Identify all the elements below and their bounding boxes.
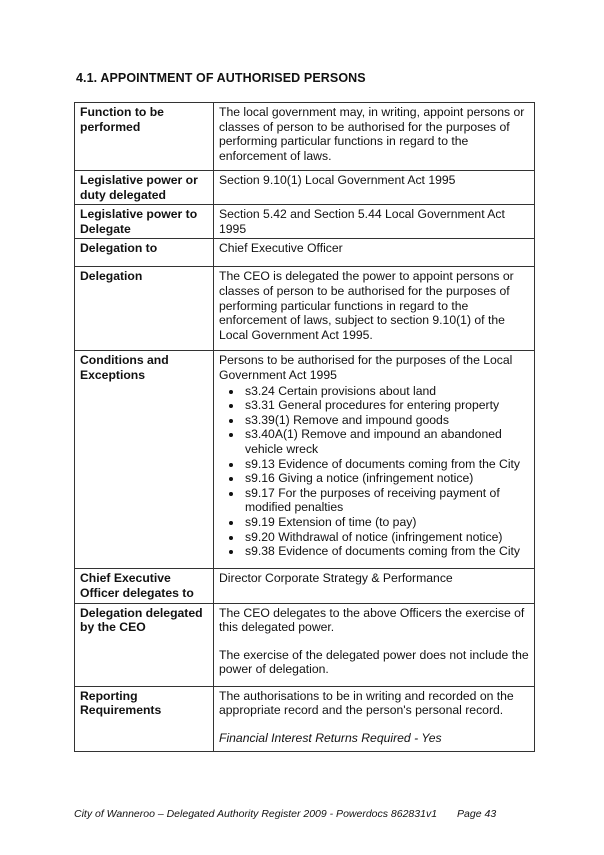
row-value: [214, 686, 535, 751]
list-item: • s3.39(1) Remove and impound goods: [243, 413, 529, 428]
list-item: • s9.17 For the purposes of receiving payment of modified penalties: [243, 486, 529, 515]
row-label: Conditions and Exceptions: [75, 351, 214, 569]
row-value: Section 5.42 and Section 5.44 Local Government Act 1995: [214, 205, 535, 239]
table-row: [75, 569, 535, 603]
table-row: [75, 239, 535, 267]
row-label: Delegation delegated by the CEO: [75, 603, 214, 686]
list-item: • s3.40A(1) Remove and impound an abandoned vehicle wreck: [243, 427, 529, 456]
row-value: Director Corporate Strategy & Performance: [214, 569, 535, 603]
table-row: [75, 205, 535, 239]
row-value: [214, 603, 535, 686]
row-value: [214, 351, 535, 569]
table-row: [75, 686, 535, 751]
row-label: Chief Executive Officer delegates to: [75, 569, 214, 603]
row-value: Section 9.10(1) Local Government Act 1995: [214, 171, 535, 205]
section-heading: 4.1. APPOINTMENT OF AUTHORISED PERSONS: [76, 71, 366, 85]
list-item: • s9.20 Withdrawal of notice (infringement notice): [243, 530, 529, 545]
list-item: • s9.38 Evidence of documents coming from the City: [243, 544, 529, 559]
conditions-list: [219, 384, 529, 559]
table-row: [75, 103, 535, 171]
financial-interest-note: Financial Interest Returns Required - Yes: [219, 730, 442, 745]
row-label: Delegation: [75, 267, 214, 351]
table-row: [75, 267, 535, 351]
conditions-intro: Persons to be authorised for the purposes of the Local Government Act 1995: [219, 353, 513, 382]
delegated-paragraph-1: The CEO delegates to the above Officers the exercise of this delegated power.: [219, 605, 525, 635]
delegation-table: [74, 102, 535, 752]
row-label: Function to be performed: [75, 103, 214, 171]
reporting-paragraph: The authorisations to be in writing and recorded on the appropriate record and the person's personal record.: [219, 688, 514, 718]
footer-text: City of Wanneroo – Delegated Authority Register 2009 - Powerdocs 862831v1: [74, 808, 438, 820]
list-item: • s9.19 Extension of time (to pay): [243, 515, 529, 530]
table-row: [75, 171, 535, 205]
row-value: Chief Executive Officer: [214, 239, 535, 267]
row-value: The CEO is delegated the power to appoint persons or classes of person to be authorised for the purposes of performing particular functions in regard to the enforcement of laws, subject to section 9.10(1) of the Local Government Act 1995.: [214, 267, 535, 351]
list-item: • s9.16 Giving a notice (infringement notice): [243, 471, 529, 486]
page-footer: [74, 808, 496, 820]
delegated-paragraph-2: The exercise of the delegated power does not include the power of delegation.: [219, 647, 529, 677]
table-row: [75, 603, 535, 686]
list-item: • s3.24 Certain provisions about land: [243, 384, 529, 399]
row-label: Delegation to: [75, 239, 214, 267]
list-item: • s9.13 Evidence of documents coming from the City: [243, 457, 529, 472]
row-label: Reporting Requirements: [75, 686, 214, 751]
row-label: Legislative power to Delegate: [75, 205, 214, 239]
table-row: [75, 351, 535, 569]
list-item: • s3.31 General procedures for entering property: [243, 398, 529, 413]
page-number: Page 43: [457, 808, 497, 820]
row-label: Legislative power or duty delegated: [75, 171, 214, 205]
row-value: The local government may, in writing, appoint persons or classes of person to be authorised for the purposes of performing particular functions in regard to the enforcement of laws.: [214, 103, 535, 171]
